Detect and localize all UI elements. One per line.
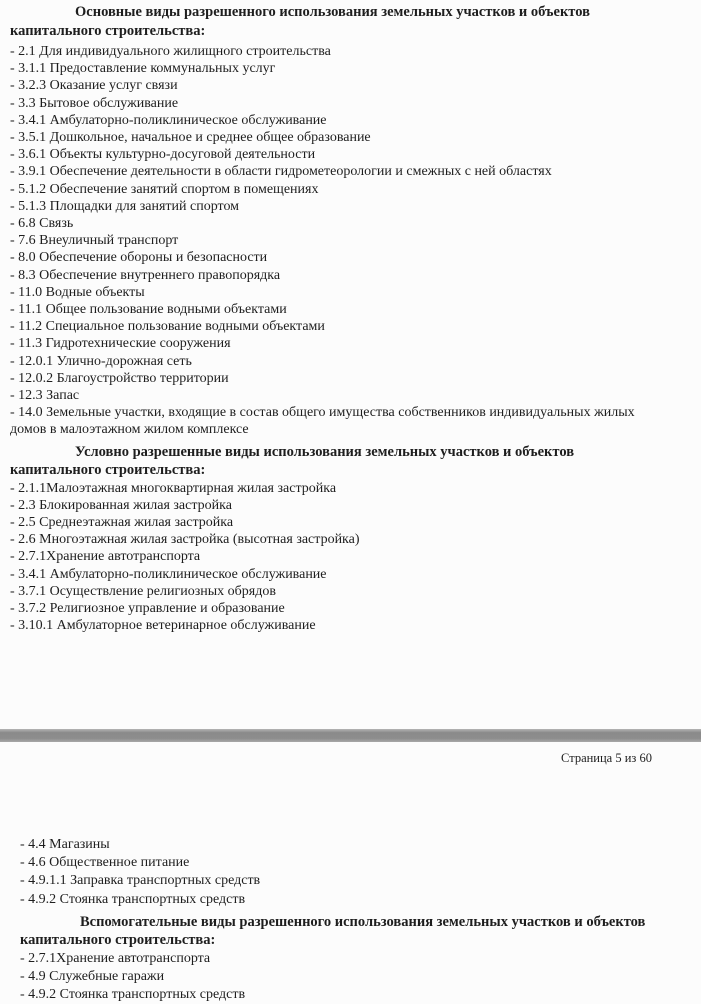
- page-number: Страница 5 из 60: [561, 751, 652, 765]
- list-item: - 3.5.1 Дошкольное, начальное и среднее общее образование: [10, 130, 371, 146]
- list-item: - 4.4 Магазины: [20, 837, 110, 852]
- list-item: - 14.0 Земельные участки, входящие в состав общего имущества собственников индивидуальных жилых домов в малоэтажном жилом комплексе: [10, 405, 635, 438]
- list-item: - 12.3 Запас: [10, 388, 80, 404]
- list-item: - 11.0 Водные объекты: [10, 284, 145, 300]
- page-5-content: [10, 3, 641, 635]
- list-item: - 12.0.1 Улично-дорожная сеть: [10, 353, 192, 369]
- list-item: - 2.1.1Малоэтажная многоквартирная жилая застройка: [10, 480, 337, 496]
- list-item: - 3.6.1 Объекты культурно-досуговой деятельности: [10, 147, 316, 163]
- list-item: - 2.3 Блокированная жилая застройка: [10, 497, 232, 513]
- list-item: - 2.5 Среднеэтажная жилая застройка: [10, 515, 234, 531]
- list-item: - 2.1 Для индивидуального жилищного строительства: [10, 44, 331, 59]
- list-item: - 2.6 Многоэтажная жилая застройка (высотная застройка): [10, 532, 360, 548]
- list-item: - 7.6 Внеуличный транспорт: [10, 233, 179, 249]
- page-separator: [0, 729, 701, 742]
- list-item: - 8.3 Обеспечение внутреннего правопорядка: [10, 267, 281, 283]
- list-item: - 3.4.1 Амбулаторно-поликлиническое обслуживание: [10, 112, 327, 128]
- list-item: - 5.1.3 Площадки для занятий спортом: [10, 198, 240, 214]
- list-item: - 6.8 Связь: [10, 216, 74, 232]
- section-heading-main-uses: Основные виды разрешенного использования земельных участков и объектов капитального строительства:: [10, 4, 590, 39]
- list-item: - 11.1 Общее пользование водными объектами: [10, 302, 287, 318]
- list-item: - 11.3 Гидротехнические сооружения: [10, 336, 231, 352]
- list-item: - 8.0 Обеспечение обороны и безопасности: [10, 250, 268, 266]
- list-item: - 5.1.2 Обеспечение занятий спортом в помещениях: [10, 181, 319, 197]
- list-item: - 3.1.1 Предоставление коммунальных услуг: [10, 61, 276, 77]
- list-item: - 4.9 Служебные гаражи: [20, 969, 165, 985]
- list-item: - 4.9.1.1 Заправка транспортных средств: [20, 873, 261, 889]
- list-item: - 3.4.1 Амбулаторно-поликлиническое обслуживание: [10, 566, 327, 582]
- list-item: - 12.0.2 Благоустройство территории: [10, 370, 229, 386]
- list-item: - 3.3 Бытовое обслуживание: [10, 95, 179, 111]
- list-item: - 11.2 Специальное пользование водными объектами: [10, 319, 325, 335]
- list-item: - 4.6 Общественное питание: [20, 855, 190, 871]
- page-6-content: [20, 836, 671, 1004]
- section-heading-conditional-uses: Условно разрешенные виды использования земельных участков и объектов капитального строительства:: [10, 443, 575, 479]
- section-heading-auxiliary-uses: Вспомогательные виды разрешенного использования земельных участков и объектов капитального строительства:: [20, 913, 646, 949]
- list-item: - 3.2.3 Оказание услуг связи: [10, 78, 178, 94]
- list-item: - 4.9.2 Стоянка транспортных средств: [20, 891, 246, 907]
- list-item: - 3.9.1 Обеспечение деятельности в области гидрометеорологии и смежных с ней областях: [10, 164, 552, 180]
- list-item: - 4.9.2 Стоянка транспортных средств: [20, 987, 246, 1003]
- list-item: - 2.7.1Хранение автотранспорта: [20, 950, 211, 966]
- list-item: - 2.7.1Хранение автотранспорта: [10, 549, 201, 565]
- list-item: - 3.7.1 Осуществление религиозных обрядов: [10, 583, 276, 599]
- list-item: - 3.7.2 Религиозное управление и образование: [10, 601, 285, 617]
- list-item: - 3.10.1 Амбулаторное ветеринарное обслуживание: [10, 618, 316, 634]
